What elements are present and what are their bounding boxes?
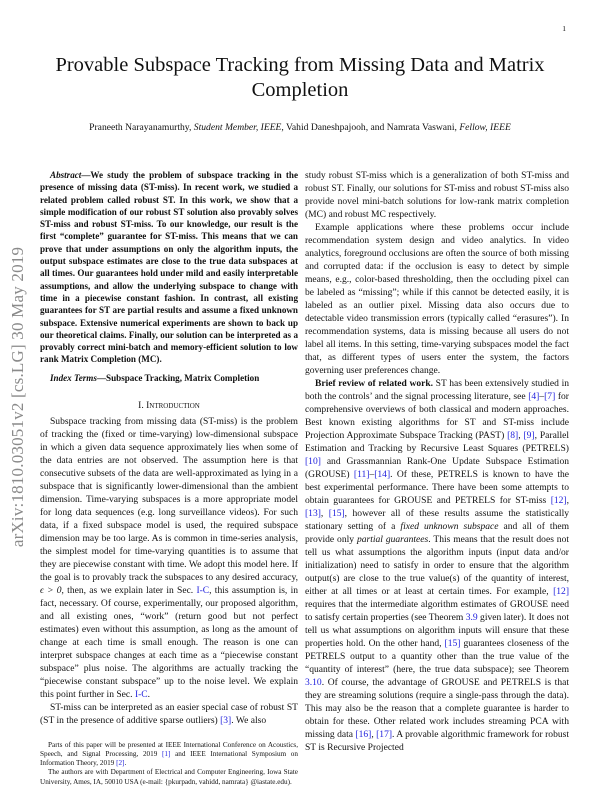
text-run: , this assumption is, in fact, necessary. Of course, experimentally, our proposed algorithm, and all existing ones, “work” (return good but not perfect estimates) even without this assumption, as long as the amount of change at each time is small enough. The reason is one can interpret subspace changes at each time as a “piecewise constant subspace” plus noise. The algorithms are actually tracking the “piecewise constant subspace” up to the noise level. We explain this point further in Sec. (40, 584, 298, 700)
text-run: , (320, 508, 329, 519)
paragraph-heading: Brief review of related work. (315, 378, 434, 389)
footnotes (40, 741, 298, 787)
text-run: – (369, 469, 375, 480)
citation-link[interactable]: I-C (196, 584, 210, 596)
text-run: . We also (231, 714, 267, 726)
paragraph (305, 377, 569, 754)
text-run: , (566, 495, 569, 506)
index-terms-text: —Subspace Tracking, Matrix Completion (96, 372, 260, 383)
text-run: , however all of these results assume the statistically stationary setting of a (305, 508, 569, 532)
citation-link[interactable]: [15] (444, 638, 461, 649)
text-run: guarantees closeness of the PETRELS output to a quantity other than the true value of the “quantity of interest” (here, the true data subspace); see Theorem (305, 638, 569, 675)
citation-link[interactable]: [2] (116, 759, 125, 768)
citation-link[interactable]: [14] (374, 469, 391, 480)
citation-link[interactable]: 3.10 (305, 677, 322, 688)
text-run: . This means that the result does not tell us what assumptions the algorithm inputs (input data and/or initialization) need to satisfy in order to ensure that the algorithm output(s) are close to the true value(s) of the quantity of interest, either at all times or at least at certain times. For example, (305, 534, 570, 597)
text-run: , (371, 729, 377, 740)
page-number: 1 (562, 24, 566, 33)
citation-link[interactable]: [9] (523, 430, 535, 441)
citation-link[interactable]: 3.9 (465, 612, 478, 623)
paper-title: Provable Subspace Tracking from Missing Data and Matrix Completion (55, 54, 545, 101)
citation-link[interactable]: I-C (134, 688, 148, 700)
text-run: . A provable algorithmic framework for robust ST is Recursive Projected (305, 729, 569, 753)
citation-link[interactable]: [4] (528, 391, 540, 402)
left-column (40, 169, 298, 787)
section-heading-introduction: I. Introduction (138, 399, 200, 411)
text-run: . (124, 759, 127, 768)
text-run: ST-miss can be interpreted as an easier special case of robust ST (ST in the presence of additive sparse outliers) (40, 701, 298, 726)
text-run: – (539, 391, 545, 402)
text-run: Example applications where these problems occur include recommendation system design and video analytics. In video analytics, foreground occlusions are often the source of both missing and corrupted data: if the occlusion is easy to detect by simple means, e.g., color-based thresholding, then the occluding pixel can be labeled as “missing”; while if this cannot be detected easily, it is labeled as an outlier pixel. Missing data also occurs due to detectable video transmission errors (typically called “erasures”). In recommendation systems, data is missing because all users do not label all items. In this setting, time-varying subspaces model the fact that, as different types of users enter the system, the factors governing user preferences change. (305, 222, 569, 376)
abstract-label: Abstract (50, 170, 82, 180)
citation-link[interactable]: [11] (353, 469, 370, 480)
text-run: . (147, 688, 151, 700)
abstract-text: —We study the problem of subspace tracking in the presence of missing data (ST-miss). In recent work, we studied a related problem called robust ST. In this work, we show that a simple modification of our robust ST solution also provably solves ST-miss and robust ST-miss. To our knowledge, our result is the first “complete” guarantee for ST-miss. This means that we can prove that under assumptions on only the algorithm inputs, the output subspace estimates are close to the true data subspaces at all times. Our guarantees hold under mild and easily interpretable assumptions, and allow the underlying subspace to change with time in a piecewise constant fashion. In contrast, all existing guarantees for ST are partial results and assume a fixed unknown subspace. Extensive numerical experiments are shown to back up our theoretical claims. Finally, our solution can be interpreted as a provably correct mini-batch and memory-efficient solution to low rank Matrix Completion (MC). (40, 170, 298, 365)
citation-link[interactable]: [10] (305, 456, 321, 467)
text-run: The authors are with Department of Electrical and Computer Engineering, Iowa State University, Ames, IA, 50010 USA (e-mail: {pkurpadn, vahidd, namrata} @iastate.edu). (40, 768, 298, 786)
text-run: ST has been extensively studied in both the controls’ and the signal processing literature, see (305, 378, 569, 402)
citation-link[interactable]: [7] (544, 391, 556, 402)
emphasized-text: partial guarantees (356, 534, 429, 545)
author-role: Fellow, IEEE (459, 122, 511, 133)
emphasized-text: fixed unknown subspace (400, 521, 499, 532)
citation-link[interactable]: [15] (328, 508, 345, 519)
author-line (20, 122, 580, 133)
citation-link[interactable]: [13] (305, 508, 321, 519)
citation-link[interactable]: [12] (553, 586, 569, 597)
text-run: and all of them provide only (305, 521, 569, 545)
text-run: Parts of this paper will be presented at IEEE International Conference on Acoustics, Speech, and Signal Processing, 2019 (40, 740, 298, 758)
author-role: Student Member, IEEE (193, 122, 282, 133)
text-run: given later). It does not tell us what assumptions on algorithm inputs will ensure that these properties hold. On the other hand, (305, 612, 569, 649)
emphasized-text: ϵ > 0 (40, 584, 62, 596)
citation-link[interactable]: [8] (507, 430, 519, 441)
arxiv-stamp: arXiv:1810.03051v2 [cs.LG] 30 May 2019 (8, 246, 27, 548)
paragraph (40, 701, 298, 727)
text-run: . Of these, PETRELS is known to have the best experimental performance. There have been some attempts to obtain guarantees for GROUSE and PETRELS for ST-miss (305, 469, 570, 506)
right-column (305, 169, 569, 754)
paragraph (40, 768, 298, 786)
text-run: requires that the intermediate algorithm estimates of GROUSE need to satisfy certain properties (see Theorem (305, 599, 569, 623)
paragraph (305, 221, 569, 377)
paragraph (40, 741, 298, 769)
left-body (40, 415, 298, 727)
text-run: , (518, 430, 524, 441)
text-run: , then, as we explain later in Sec. (61, 584, 197, 596)
paragraph (40, 415, 298, 701)
text-run: and IEEE International Symposium on Information Theory, 2019 (40, 749, 298, 768)
text-run: study robust ST-miss which is a generalization of both ST-miss and robust ST. Finally, our solutions for ST-miss and robust ST-miss also provide novel mini-batch solutions for low-rank matrix completion (MC) and robust MC respectively. (305, 170, 569, 220)
index-terms-label: Index Terms (50, 372, 97, 383)
text-run: and Grassmannian Rank-One Update Subspace Estimation (GROUSE) (305, 456, 569, 480)
citation-link[interactable]: [12] (550, 495, 567, 506)
author-name: , Vahid Daneshpajooh, and Namrata Vaswani, (281, 122, 460, 133)
text-run: . Of course, the advantage of GROUSE and PETRELS is that they are streaming solutions (require a single-pass through the data). This may also be the reason that a complete guarantee is harder to obtain for these. Other related work includes streaming PCA with missing data (305, 677, 569, 740)
citation-link[interactable]: [1] (162, 749, 171, 758)
author-name: Praneeth Narayanamurthy, (89, 122, 194, 133)
citation-link[interactable]: [17] (376, 729, 393, 740)
text-run: for comprehensive overviews of both classical and modern approaches. Best known existing algorithms for ST and ST-miss include Projection Approximate Subspace Tracking (PAST) (305, 391, 569, 441)
citation-link[interactable]: [3] (220, 714, 232, 726)
text-run: , Parallel Estimation and Tracking by Recursive Least Squares (PETRELS) (305, 430, 570, 454)
text-run: Subspace tracking from missing data (ST-miss) is the problem of tracking the (fixed or time-varying) low-dimensional subspace in which a given data sequence approximately lies when some of the data entries are not observed. The assumption here is that consecutive subsets of the data are well-approximated as lying in a subspace that is significantly lower-dimensional than the ambient dimension. Time-varying subspaces is a more appropriate model for long data sequences (e.g. long surveillance videos). For such data, if a fixed subspace model is used, the required subspace dimension may be too large. As is common in time-series analysis, the simplest model for time-varying quantities is to assume that they are piecewise constant with time. We adopt this model here. If the goal is to provably track the subspaces to any desired accuracy, (40, 415, 298, 583)
citation-link[interactable]: [16] (355, 729, 372, 740)
index-terms (40, 372, 298, 385)
paragraph (305, 169, 569, 221)
abstract (40, 169, 298, 366)
